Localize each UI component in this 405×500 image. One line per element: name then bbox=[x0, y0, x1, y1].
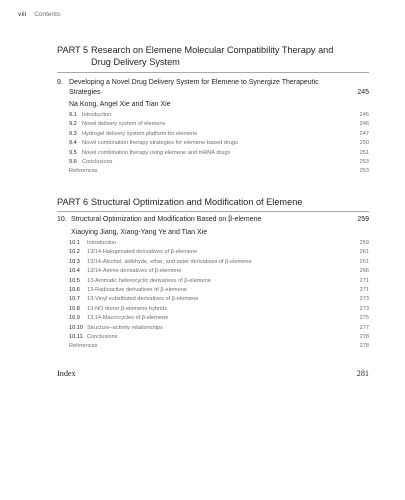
section-title: 13-Aromatic heterocyclic derivatives of β-elemene bbox=[87, 277, 211, 284]
section-page: 245 bbox=[359, 112, 369, 118]
section-title: Novel combination therapy using elemene and mRNA drugs bbox=[82, 149, 231, 156]
chapter-title[interactable]: Structural Optimization and Modification Based on β-elemene bbox=[71, 216, 262, 223]
toc-entry[interactable] bbox=[69, 295, 369, 304]
section-page: 266 bbox=[359, 268, 369, 275]
section-title: 13,14-Macrocycles of β-elemene bbox=[87, 315, 169, 322]
section-page: 259 bbox=[359, 240, 369, 246]
chapter-9-heading bbox=[57, 78, 369, 110]
toc-entry[interactable] bbox=[69, 239, 369, 248]
chapter-page: 245 bbox=[357, 88, 369, 96]
section-title: Novel delivery system of elemene bbox=[82, 121, 166, 128]
section-number: 10.1 bbox=[69, 240, 80, 246]
section-number: 10.9 bbox=[69, 315, 80, 322]
part-title: Research on Elemene Molecular Compatibility Therapy and Drug Delivery System bbox=[91, 45, 334, 67]
toc-entry[interactable] bbox=[69, 277, 369, 286]
chapter-number: 10. bbox=[57, 216, 67, 223]
running-title: Contents bbox=[34, 11, 61, 18]
toc-entry[interactable] bbox=[69, 120, 369, 129]
section-page: 246 bbox=[359, 121, 369, 128]
section-title: Introduction bbox=[82, 112, 112, 118]
toc-entry[interactable] bbox=[69, 248, 369, 257]
section-title: 13-Vinyl substituted derivatives of β-elemene bbox=[87, 296, 199, 303]
section-number: 10.11 bbox=[69, 333, 83, 340]
toc-entry[interactable] bbox=[69, 167, 369, 176]
section-title: References bbox=[69, 168, 98, 175]
section-page: 273 bbox=[359, 305, 369, 312]
toc-entry[interactable] bbox=[69, 139, 369, 148]
index-label: Index bbox=[57, 369, 76, 378]
running-header bbox=[18, 11, 60, 18]
section-page: 261 bbox=[359, 258, 369, 265]
section-number: 9.6 bbox=[69, 158, 77, 165]
section-page: 261 bbox=[359, 249, 369, 256]
part-divider bbox=[57, 72, 369, 73]
section-number: 10.8 bbox=[69, 305, 80, 312]
section-title: Conclusions bbox=[82, 158, 113, 165]
section-number: 10.2 bbox=[69, 249, 80, 256]
chapter-9-sections bbox=[69, 111, 369, 177]
section-title: Hydrogel delivery system platform for elemene bbox=[82, 130, 198, 137]
toc-entry[interactable] bbox=[69, 324, 369, 333]
section-title: 13/14-Amine derivatives of β-elemene bbox=[87, 268, 182, 275]
part-divider bbox=[57, 211, 369, 212]
chapter-10-sections bbox=[69, 239, 369, 352]
chapter-authors: Na Kong, Angel Xie and Tian Xie bbox=[69, 101, 171, 108]
section-page: 275 bbox=[359, 315, 369, 322]
part-title: Structural Optimization and Modification of Elemene bbox=[91, 197, 303, 207]
index-entry[interactable] bbox=[57, 369, 369, 378]
toc-entry[interactable] bbox=[69, 111, 369, 120]
section-number: 10.6 bbox=[69, 286, 80, 293]
section-page: 250 bbox=[359, 140, 369, 147]
toc-entry[interactable] bbox=[69, 158, 369, 167]
section-title: 13-Radioactive derivatives of β-elemene bbox=[87, 286, 187, 293]
chapter-10-heading bbox=[57, 215, 369, 237]
section-title: Conclusions bbox=[87, 333, 118, 340]
chapter-number: 9. bbox=[57, 79, 63, 86]
part-number: PART 6 bbox=[57, 197, 89, 207]
section-page: 271 bbox=[359, 277, 369, 284]
toc-entry[interactable] bbox=[69, 130, 369, 139]
toc-entry[interactable] bbox=[69, 149, 369, 158]
toc-entry[interactable] bbox=[69, 333, 369, 342]
page-number: viii bbox=[18, 11, 27, 18]
toc-entry[interactable] bbox=[69, 267, 369, 276]
section-number: 9.3 bbox=[69, 130, 77, 137]
section-number: 9.1 bbox=[69, 112, 77, 118]
section-title: Novel combination therapy strategies for elemene-based drugs bbox=[82, 140, 238, 147]
toc-entry[interactable] bbox=[69, 258, 369, 267]
chapter-page: 259 bbox=[357, 216, 369, 223]
section-page: 247 bbox=[359, 130, 369, 137]
section-page: 253 bbox=[359, 158, 369, 165]
section-number: 10.7 bbox=[69, 296, 80, 303]
toc-entry[interactable] bbox=[69, 286, 369, 295]
toc-entry[interactable] bbox=[69, 314, 369, 323]
section-title: 13-NO donor β-elemene hybrids bbox=[87, 305, 168, 312]
section-number: 10.4 bbox=[69, 268, 80, 275]
section-page: 278 bbox=[359, 343, 369, 350]
section-page: 277 bbox=[359, 324, 369, 331]
section-number: 9.5 bbox=[69, 149, 77, 156]
section-page: 271 bbox=[359, 286, 369, 293]
section-title: Structure–activity relationships bbox=[87, 324, 163, 331]
part-number: PART 5 bbox=[57, 45, 89, 55]
section-page: 253 bbox=[359, 168, 369, 175]
chapter-title[interactable]: Developing a Novel Drug Delivery System for Elemene to Synergize Therapeutic Strategies bbox=[69, 79, 319, 96]
part-6-heading bbox=[57, 196, 353, 208]
section-title: References bbox=[69, 343, 98, 350]
section-page: 273 bbox=[359, 296, 369, 303]
section-number: 10.10 bbox=[69, 324, 83, 331]
section-number: 9.2 bbox=[69, 121, 77, 128]
section-number: 10.3 bbox=[69, 258, 80, 265]
toc-entry[interactable] bbox=[69, 342, 369, 351]
section-title: 13/14-Halogenated derivatives of β-elemene bbox=[87, 249, 198, 256]
part-5-heading bbox=[57, 44, 353, 68]
section-number: 10.5 bbox=[69, 277, 80, 284]
section-number: 9.4 bbox=[69, 140, 77, 147]
section-title: Introduction bbox=[87, 240, 117, 246]
section-page: 278 bbox=[359, 333, 369, 340]
chapter-authors: Xiaoying Jiang, Xiang-Yang Ye and Tian Xie bbox=[71, 228, 208, 236]
index-page: 281 bbox=[356, 369, 369, 378]
toc-entry[interactable] bbox=[69, 305, 369, 314]
section-title: 13/14-Alcohol, aldehyde, ether, and ester derivatives of β-elemene bbox=[87, 258, 252, 265]
section-page: 251 bbox=[359, 149, 369, 156]
